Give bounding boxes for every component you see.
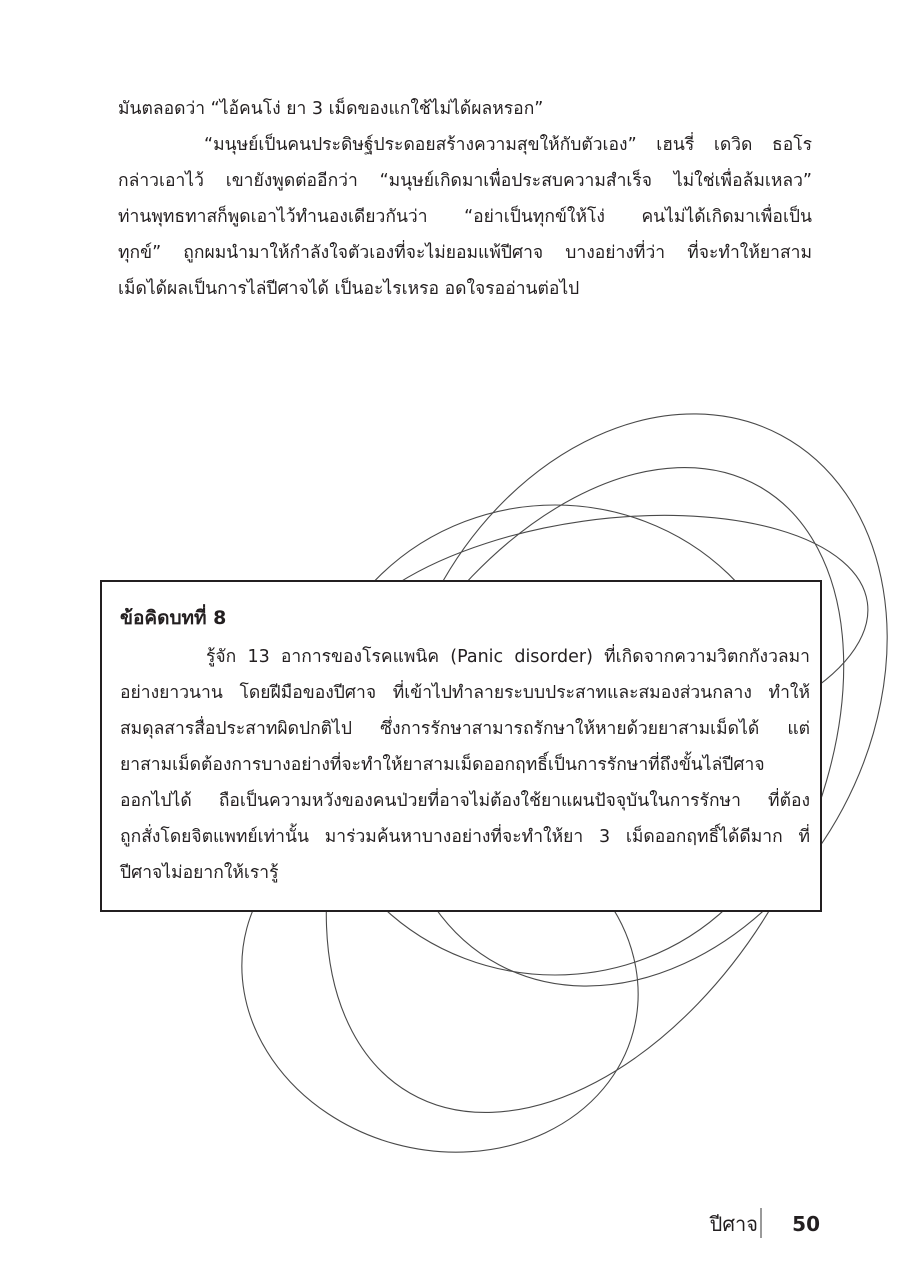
body-line-2: “มนุษย์เป็นคนประดิษฐ์ประดอยสร้างความสุขให้กับตัวเอง” เฮนรี่ เดวิด ธอโร (204, 135, 812, 155)
body-line-3: กล่าวเอาไว้ เขายังพูดต่ออีกว่า “มนุษย์เกิดมาเพื่อประสบความสำเร็จ ไม่ใช่เพื่อล้มเหลว” (118, 171, 812, 191)
takeaway-title: ข้อคิดบทที่ 8 (120, 607, 227, 629)
running-title: ปีศาจ (709, 1212, 758, 1236)
takeaway-line-2: อย่างยาวนาน โดยฝีมือของปีศาจ ที่เข้าไปทำลายระบบประสาทและสมองส่วนกลาง ทำให้ (120, 683, 810, 703)
page-number: 50 (792, 1212, 820, 1236)
body-line-5: ทุกข์” ถูกผมนำมาให้กำลังใจตัวเองที่จะไม่ยอมแพ้ปีศาจ บางอย่างที่ว่า ที่จะทำให้ยาสาม (118, 243, 812, 263)
body-line-1: มันตลอดว่า “ไอ้คนโง่ ยา 3 เม็ดของแกใช้ไม่ได้ผลหรอก” (118, 99, 544, 119)
takeaway-line-5: ออกไปได้ ถือเป็นความหวังของคนป่วยที่อาจไม่ต้องใช้ยาแผนปัจจุบันในการรักษา ที่ต้อง (120, 791, 810, 811)
body-line-4: ท่านพุทธทาสก็พูดเอาไว้ทำนองเดียวกันว่า “อย่าเป็นทุกข์ให้โง่ คนไม่ได้เกิดมาเพื่อเป็น (118, 207, 812, 227)
body-line-6: เม็ดได้ผลเป็นการไล่ปีศาจได้ เป็นอะไรเหรอ อดใจรออ่านต่อไป (118, 279, 580, 299)
page-footer (660, 1206, 820, 1242)
takeaway-line-4: ยาสามเม็ดต้องการบางอย่างที่จะทำให้ยาสามเม็ดออกฤทธิ์เป็นการรักษาที่ถึงขั้นไล่ปีศาจ (120, 755, 765, 775)
takeaway-line-1: รู้จัก 13 อาการของโรคแพนิค (Panic disorder) ที่เกิดจากความวิตกกังวลมา (206, 647, 810, 667)
takeaway-box (100, 580, 822, 912)
takeaway-line-7: ปีศาจไม่อยากให้เรารู้ (120, 863, 279, 883)
takeaway-line-3: สมดุลสารสื่อประสาทผิดปกติไป ซึ่งการรักษาสามารถรักษาให้หายด้วยยาสามเม็ดได้ แต่ (120, 719, 810, 739)
footer-divider (760, 1208, 762, 1238)
takeaway-line-6: ถูกสั่งโดยจิตแพทย์เท่านั้น มาร่วมค้นหาบางอย่างที่จะทำให้ยา 3 เม็ดออกฤทธิ์ได้ดีมาก ที่ (120, 827, 810, 847)
